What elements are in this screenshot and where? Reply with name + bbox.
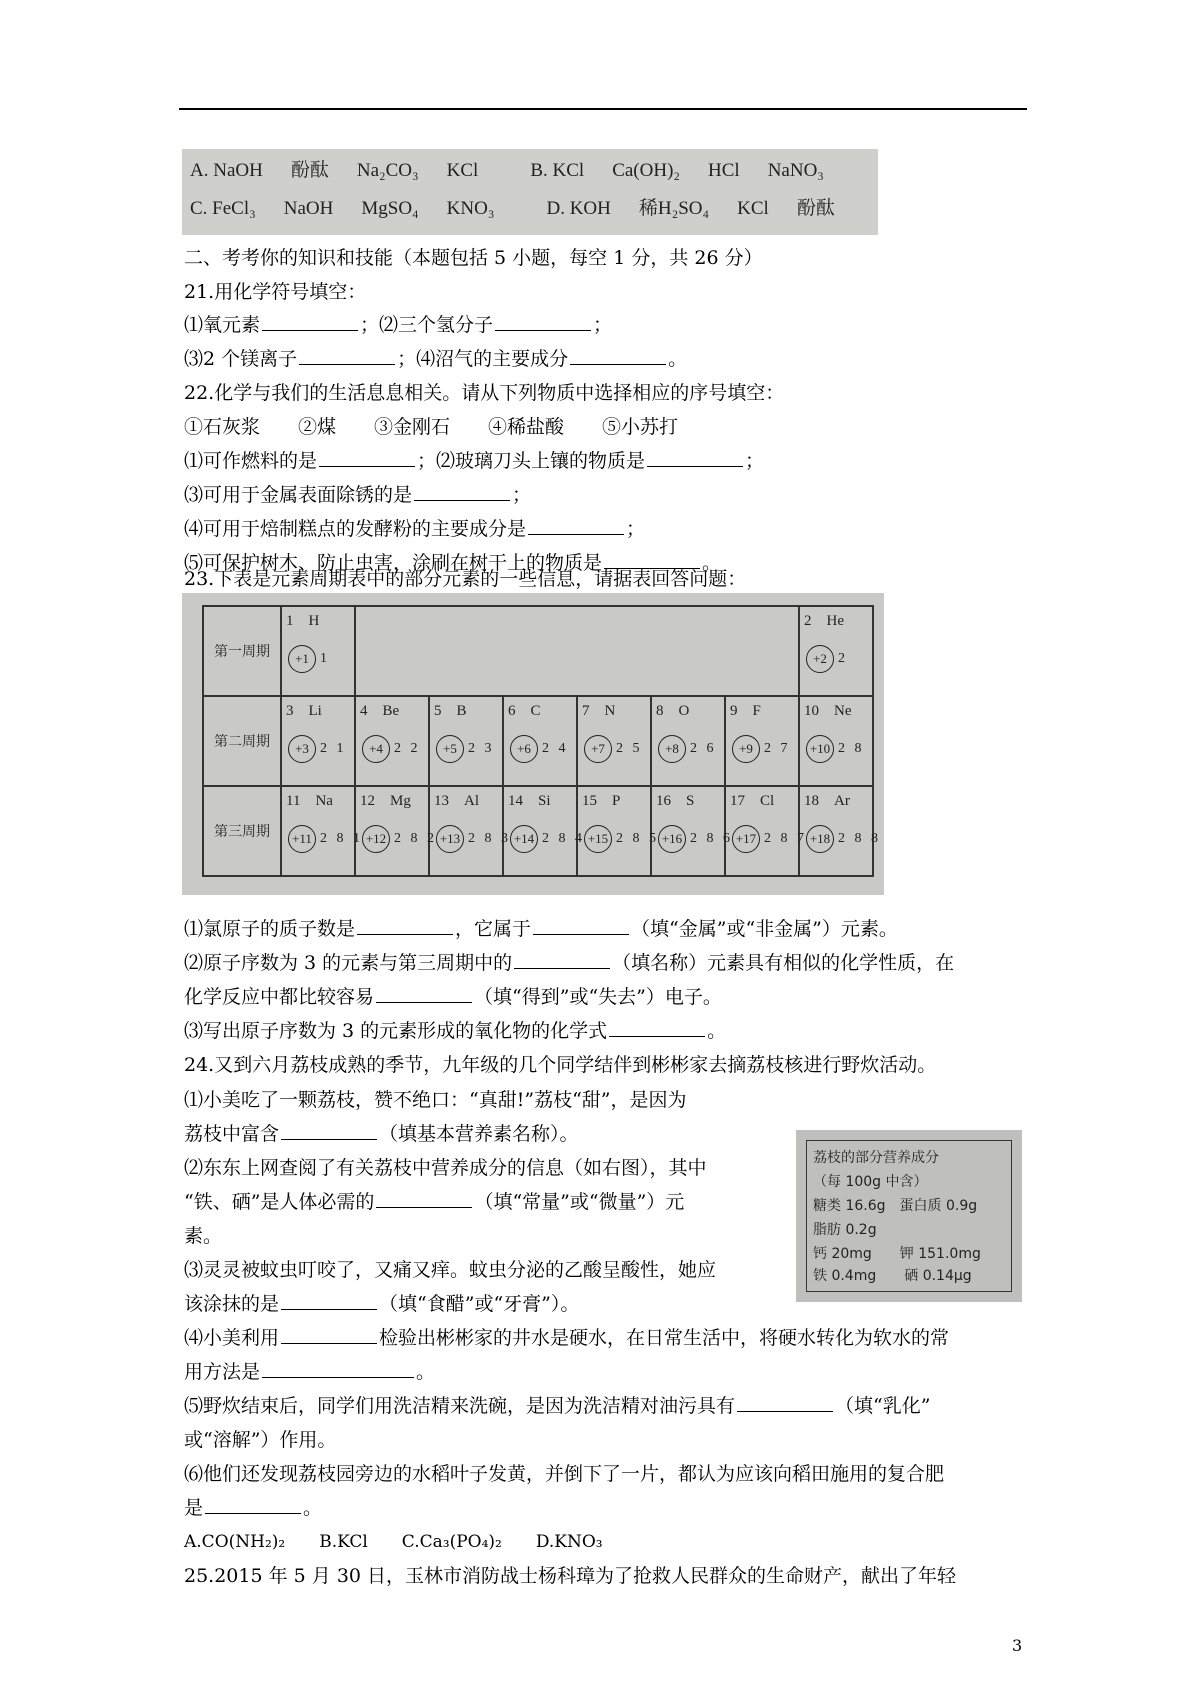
q22-stem: 22.化学与我们的生活息息相关。请从下列物质中选择相应的序号填空： [184, 382, 785, 404]
nutrition-card-photo [796, 1130, 1022, 1302]
nucleus: +7 [584, 735, 612, 763]
nucleus: +6 [510, 735, 538, 763]
electron-shells: 2 4 [542, 741, 569, 756]
nucleus: +17 [732, 825, 760, 853]
q24-text: （填“乳化” [835, 1395, 931, 1417]
electron-shells: 2 8 4 [542, 831, 585, 846]
options-row-cd [190, 193, 863, 220]
q23-text: 。 [707, 1020, 727, 1042]
q22-text: ⑴可作燃料的是 [184, 450, 318, 472]
element-cell [725, 696, 799, 786]
q21-text: ； [593, 314, 613, 336]
element-symbol: 11 Na [286, 793, 333, 809]
answer-blank[interactable] [533, 916, 629, 935]
period-label: 第二周期 [203, 696, 281, 786]
option-d-3: KCl [737, 198, 769, 219]
electron-shells: 2 6 [690, 741, 717, 756]
electron-shells: 2 8 3 [468, 831, 511, 846]
q24-line8 [184, 1325, 949, 1351]
q23-text: （填“得到”或“失去”）电子。 [474, 986, 722, 1008]
answer-blank[interactable] [609, 1018, 705, 1037]
answer-blank[interactable] [357, 916, 453, 935]
q24-options: A.CO(NH₂)₂ B.KCl C.Ca₃(PO₄)₂ D.KNO₃ [184, 1532, 603, 1552]
option-a-2: 酚酞 [290, 160, 329, 181]
nucleus: +1 [288, 645, 316, 673]
period-row-1 [203, 606, 873, 696]
q24-line2 [184, 1121, 579, 1147]
q22-line2 [184, 482, 531, 508]
option-d-4: 酚酞 [796, 198, 835, 219]
q22-choices: ①石灰浆 ②煤 ③金刚石 ④稀盐酸 ⑤小苏打 [184, 416, 679, 438]
element-cell [577, 786, 659, 876]
answer-blank[interactable] [495, 312, 591, 331]
q23-text: ，它属于 [455, 918, 532, 940]
q24-line11: 或“溶解”）作用。 [184, 1429, 337, 1451]
atom-structure [288, 825, 363, 853]
atom-structure [658, 735, 717, 763]
element-cell [281, 786, 363, 876]
q24-line12: ⑹他们还发现荔枝园旁边的水稻叶子发黄，并倒下了一片，都认为应该向稻田施用的复合肥 [184, 1463, 945, 1485]
nucleus: +2 [806, 645, 834, 673]
electron-shells: 2 8 5 [616, 831, 659, 846]
q24-line7 [184, 1291, 579, 1317]
electron-shells: 2 2 [394, 741, 421, 756]
nucleus: +12 [362, 825, 390, 853]
element-cell [799, 696, 873, 786]
atom-structure [732, 735, 791, 763]
periodic-table-photo [182, 593, 884, 895]
atom-structure [658, 825, 733, 853]
element-cell [429, 696, 503, 786]
q23-stem: 23.下表是元素周期表中的部分元素的一些信息，请据表回答问题： [184, 568, 747, 590]
option-c-1: C. FeCl₃ [190, 198, 256, 219]
nucleus: +13 [436, 825, 464, 853]
electron-shells: 2 [838, 651, 848, 666]
element-cell [651, 786, 733, 876]
nucleus: +16 [658, 825, 686, 853]
q23-text: ⑵原子序数为 3 的元素与第三周期中的 [184, 952, 513, 974]
answer-blank[interactable] [319, 448, 415, 467]
q21-text: ；⑷沼气的主要成分 [397, 348, 569, 370]
element-symbol: 7 N [582, 703, 616, 719]
q24-line3: ⑵东东上网查阅了有关荔枝中营养成分的信息（如右图），其中 [184, 1157, 707, 1179]
atom-structure [510, 735, 569, 763]
element-symbol: 2 He [804, 613, 844, 629]
period-row-3 [203, 786, 873, 876]
element-symbol: 12 Mg [360, 793, 411, 809]
answer-blank[interactable] [376, 1189, 472, 1208]
element-symbol: 1 H [286, 613, 320, 629]
options-photo [182, 149, 878, 235]
atom-structure [510, 825, 585, 853]
page-number: 3 [1012, 1636, 1023, 1655]
answer-blank[interactable] [376, 984, 472, 1003]
q22-text: ； [626, 518, 646, 540]
element-cell [355, 696, 429, 786]
nutrition-row: 铁 0.4mg 硒 0.14μg [813, 1268, 972, 1284]
element-cell [799, 786, 881, 876]
option-a-4: KCl [446, 160, 479, 181]
header-rule [179, 108, 1027, 110]
element-cell [355, 786, 437, 876]
q24-text: （填基本营养素名称）。 [379, 1123, 579, 1145]
answer-blank[interactable] [528, 516, 624, 535]
element-cell-he [799, 606, 873, 696]
electron-shells: 2 8 8 [838, 831, 881, 846]
q24-text: ⑷小美利用 [184, 1327, 280, 1349]
period-row-2 [203, 696, 873, 786]
option-b-3: HCl [708, 160, 740, 181]
answer-blank[interactable] [262, 1359, 414, 1378]
q21-line2 [184, 346, 687, 372]
q24-line9 [184, 1359, 435, 1385]
electron-shells: 1 [320, 651, 330, 666]
option-c-3: MgSO₄ [361, 198, 419, 219]
element-symbol: 15 P [582, 793, 621, 809]
nucleus: +3 [288, 735, 316, 763]
q23-text: 化学反应中都比较容易 [184, 986, 375, 1008]
element-symbol: 5 B [434, 703, 467, 719]
section-title: 二、考考你的知识和技能（本题包括 5 小题，每空 1 分，共 26 分） [184, 247, 763, 269]
electron-shells: 2 3 [468, 741, 495, 756]
q25-stem: 25.2015 年 5 月 30 日，玉林市消防战士杨科璋为了抢救人民群众的生命财产，献出了年轻 [184, 1565, 957, 1587]
q24-text: （填“食醋”或“牙膏”）。 [379, 1293, 580, 1315]
element-symbol: 17 Cl [730, 793, 775, 809]
q21-text: 。 [668, 348, 688, 370]
atom-structure [436, 735, 495, 763]
nucleus: +15 [584, 825, 612, 853]
q24-line4 [184, 1189, 684, 1215]
nutrition-row: 糖类 16.6g 蛋白质 0.9g [813, 1198, 978, 1214]
atom-structure [362, 735, 421, 763]
option-b-4: NaNO₃ [767, 160, 824, 181]
electron-shells: 2 8 7 [764, 831, 807, 846]
q22-text: ⑸可保护树木、防止虫害，涂刷在树干上的物质是 [184, 552, 603, 574]
atom-structure [806, 735, 865, 763]
q22-text: ⑷可用于焙制糕点的发酵粉的主要成分是 [184, 518, 527, 540]
q23-line2 [184, 950, 954, 976]
q23-text: ⑴氯原子的质子数是 [184, 918, 356, 940]
element-symbol: 4 Be [360, 703, 400, 719]
answer-blank[interactable] [262, 312, 358, 331]
q24-line10 [184, 1393, 930, 1419]
q24-text: 检验出彬彬家的井水是硬水，在日常生活中，将硬水转化为软水的常 [379, 1327, 950, 1349]
element-symbol: 18 Ar [804, 793, 850, 809]
element-cell [577, 696, 651, 786]
option-d-2: 稀H₂SO₄ [638, 198, 710, 219]
periodic-table [202, 605, 881, 877]
element-symbol: 16 S [656, 793, 695, 809]
option-a-1: A. NaOH [190, 160, 263, 181]
nutrition-subtitle: （每 100g 中含） [813, 1174, 928, 1190]
q24-text: 荔枝中富含 [184, 1123, 280, 1145]
element-cell [725, 786, 807, 876]
option-a-3: Na₂CO₃ [356, 160, 419, 181]
nutrition-card [806, 1140, 1012, 1292]
nucleus: +9 [732, 735, 760, 763]
q24-text: 。 [303, 1497, 323, 1519]
nucleus: +10 [806, 735, 834, 763]
element-symbol: 6 C [508, 703, 541, 719]
atom-structure [362, 825, 437, 853]
answer-blank[interactable] [281, 1291, 377, 1310]
period-label: 第三周期 [203, 786, 281, 876]
q24-text: “铁、硒”是人体必需的 [184, 1191, 375, 1213]
answer-blank[interactable] [299, 346, 395, 365]
element-cell [281, 696, 355, 786]
q24-text: 是 [184, 1497, 204, 1519]
q21-text: ⑴氧元素 [184, 314, 261, 336]
nucleus: +4 [362, 735, 390, 763]
q23-text: ⑶写出原子序数为 3 的元素形成的氧化物的化学式 [184, 1020, 608, 1042]
atom-structure [288, 645, 330, 673]
nutrition-row: 脂肪 0.2g [813, 1222, 877, 1238]
q21-stem: 21.用化学符号填空： [184, 281, 367, 303]
q24-line5: 素。 [184, 1225, 223, 1247]
electron-shells: 2 5 [616, 741, 643, 756]
nucleus: +8 [658, 735, 686, 763]
atom-structure [288, 735, 347, 763]
answer-blank[interactable] [570, 346, 666, 365]
q22-text: ； [745, 450, 765, 472]
q22-line1 [184, 448, 764, 474]
option-b-2: Ca(OH)₂ [612, 160, 681, 181]
element-cell [503, 696, 577, 786]
q24-text: （填“常量”或“微量”）元 [474, 1191, 685, 1213]
atom-structure [806, 825, 881, 853]
q24-line1: ⑴小美吃了一颗荔枝，赞不绝口：“真甜!”荔枝“甜”，是因为 [184, 1089, 687, 1111]
option-c-2: NaOH [283, 198, 334, 219]
answer-blank[interactable] [414, 482, 510, 501]
element-symbol: 14 Si [508, 793, 551, 809]
q24-text: 。 [416, 1361, 436, 1383]
nucleus: +11 [288, 825, 316, 853]
electron-shells: 2 1 [320, 741, 347, 756]
electron-shells: 2 8 1 [320, 831, 363, 846]
answer-blank[interactable] [281, 1121, 377, 1140]
electron-shells: 2 8 2 [394, 831, 437, 846]
answer-blank[interactable] [281, 1325, 377, 1344]
electron-shells: 2 8 6 [690, 831, 733, 846]
q23-text: （填名称）元素具有相似的化学性质，在 [612, 952, 955, 974]
option-c-4: KNO₃ [446, 198, 495, 219]
q23-text: （填“金属”或“非金属”）元素。 [631, 918, 898, 940]
option-d-1: D. KOH [546, 198, 611, 219]
q24-line6: ⑶灵灵被蚊虫叮咬了，又痛又痒。蚊虫分泌的乙酸呈酸性，她应 [184, 1259, 717, 1281]
element-symbol: 8 O [656, 703, 690, 719]
period-label: 第一周期 [203, 606, 281, 696]
q22-text: ；⑵玻璃刀头上镶的物质是 [417, 450, 646, 472]
atom-structure [436, 825, 511, 853]
option-b-1: B. KCl [530, 160, 585, 181]
q22-text: ； [512, 484, 532, 506]
element-cell [651, 696, 725, 786]
q24-line13 [184, 1495, 322, 1521]
atom-structure [584, 825, 659, 853]
atom-structure [806, 645, 848, 673]
q23-line4 [184, 1018, 726, 1044]
nutrition-title: 荔枝的部分营养成分 [813, 1150, 939, 1166]
q22-text: 。 [702, 552, 722, 574]
nucleus: +14 [510, 825, 538, 853]
q22-text: ⑶可用于金属表面除锈的是 [184, 484, 413, 506]
electron-shells: 2 7 [764, 741, 791, 756]
element-cell [503, 786, 585, 876]
q24-text: 用方法是 [184, 1361, 261, 1383]
answer-blank[interactable] [647, 448, 743, 467]
q23-line1 [184, 916, 898, 942]
options-row-ab [190, 155, 852, 182]
q24-text: 该涂抹的是 [184, 1293, 280, 1315]
nutrition-row: 钙 20mg 钾 151.0mg [813, 1246, 981, 1262]
atom-structure [584, 735, 643, 763]
element-symbol: 3 Li [286, 703, 322, 719]
q24-stem: 24.又到六月荔枝成熟的季节，九年级的几个同学结伴到彬彬家去摘荔枝核进行野炊活动。 [184, 1054, 937, 1076]
q24-text: ⑸野炊结束后，同学们用洗洁精来洗碗，是因为洗洁精对油污具有 [184, 1395, 736, 1417]
atom-structure [732, 825, 807, 853]
answer-blank[interactable] [737, 1393, 833, 1412]
answer-blank[interactable] [205, 1495, 301, 1514]
answer-blank[interactable] [514, 950, 610, 969]
nucleus: +5 [436, 735, 464, 763]
q21-text: ⑶2 个镁离子 [184, 348, 298, 370]
q21-line1 [184, 312, 612, 338]
electron-shells: 2 8 [838, 741, 865, 756]
q22-line3 [184, 516, 645, 542]
element-symbol: 13 Al [434, 793, 480, 809]
q21-text: ；⑵三个氢分子 [360, 314, 494, 336]
element-symbol: 9 F [730, 703, 761, 719]
nucleus: +18 [806, 825, 834, 853]
element-symbol: 10 Ne [804, 703, 852, 719]
element-cell [429, 786, 511, 876]
element-cell-h [281, 606, 355, 696]
q23-line3 [184, 984, 722, 1010]
